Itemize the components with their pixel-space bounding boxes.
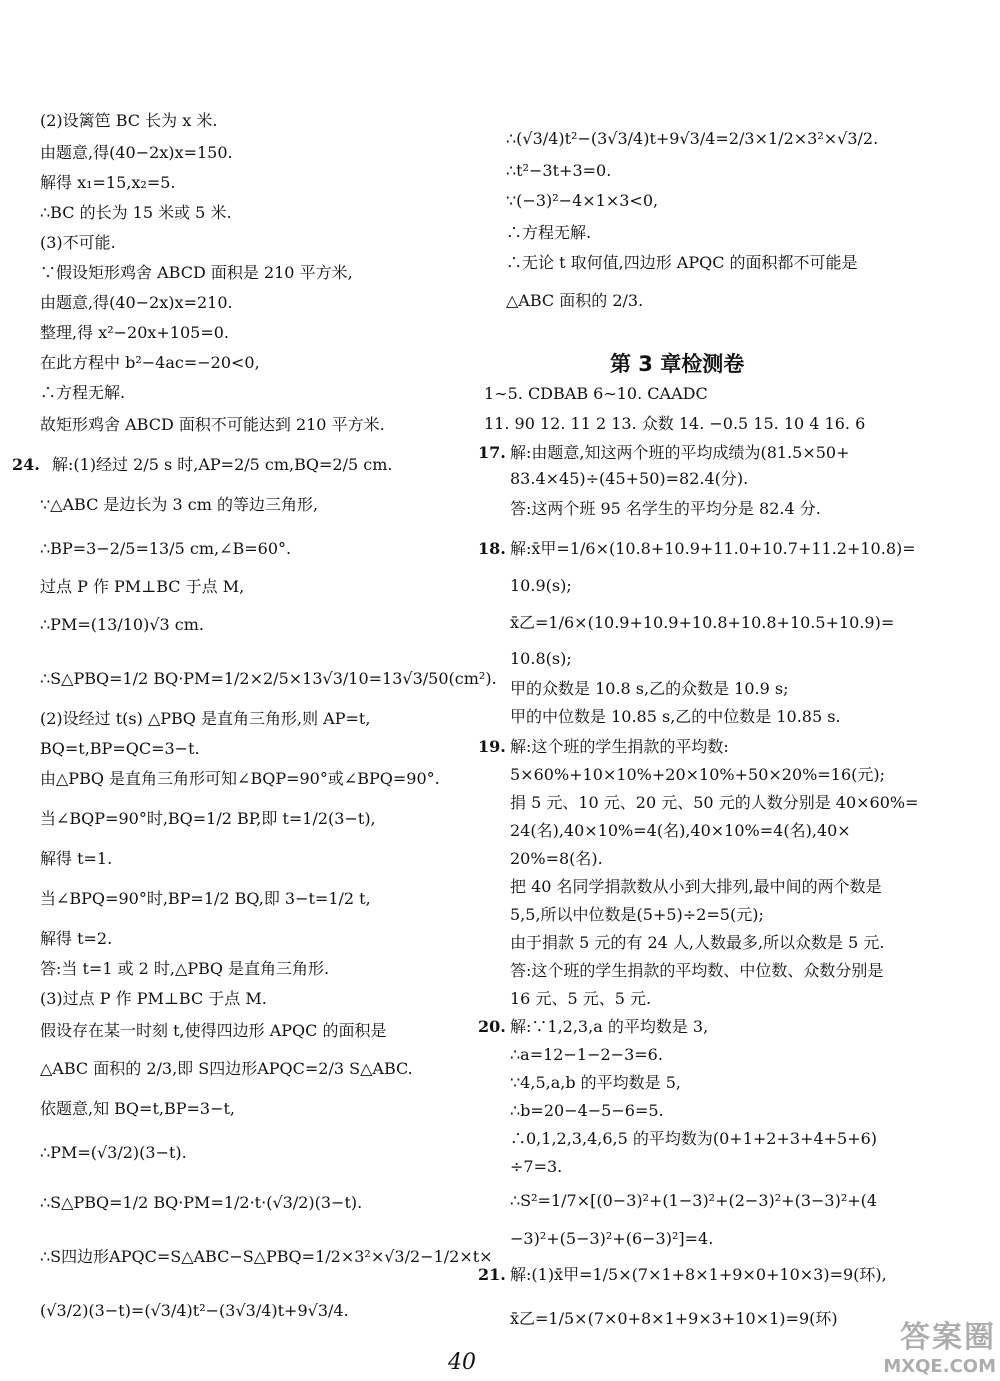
solution-line: 解得 t=2. (40, 929, 113, 948)
solution-line: 由于捐款 5 元的有 24 人,人数最多,所以众数是 5 元. (510, 933, 885, 952)
watermark-bottom: MXQE.COM (883, 1356, 996, 1377)
solution-line: 当∠BPQ=90°时,BP=1/2 BQ,即 3−t=1/2 t, (40, 889, 371, 908)
solution-line: 捐 5 元、10 元、20 元、50 元的人数分别是 40×60%= (510, 793, 919, 812)
question-number: 17. (478, 443, 506, 462)
solution-line: 解:这个班的学生捐款的平均数: (510, 737, 729, 756)
solution-line: 答:当 t=1 或 2 时,△PBQ 是直角三角形. (40, 959, 330, 978)
solution-line: 由题意,得(40−2x)x=150. (40, 143, 233, 162)
solution-line: 当∠BQP=90°时,BQ=1/2 BP,即 t=1/2(3−t), (40, 809, 376, 828)
solution-line: ∴a=12−1−2−3=6. (510, 1045, 663, 1064)
solution-line: 甲的众数是 10.8 s,乙的众数是 10.9 s; (510, 679, 789, 698)
solution-line: ∴BP=3−2/5=13/5 cm,∠B=60°. (40, 539, 292, 558)
solution-line: (3)不可能. (40, 233, 116, 252)
solution-line: 5×60%+10×10%+20×10%+50×20%=16(元); (510, 765, 885, 784)
solution-line: 24(名),40×10%=4(名),40×10%=4(名),40× (510, 821, 851, 840)
solution-line: ∴S△PBQ=1/2 BQ·PM=1/2×2/5×13√3/10=13√3/50(cm²). (40, 669, 497, 688)
solution-line: (2)设经过 t(s) △PBQ 是直角三角形,则 AP=t, (40, 709, 371, 728)
solution-line: ∴S²=1/7×[(0−3)²+(1−3)²+(2−3)²+(3−3)²+(4 (510, 1191, 878, 1210)
solution-line: 16 元、5 元、5 元. (510, 989, 652, 1008)
solution-line: 20%=8(名). (510, 849, 603, 868)
solution-line: 依题意,知 BQ=t,BP=3−t, (40, 1099, 236, 1118)
question-number: 21. (478, 1265, 506, 1284)
solution-line: ∵假设矩形鸡舍 ABCD 面积是 210 平方米, (40, 263, 353, 282)
solution-line: BQ=t,BP=QC=3−t. (40, 739, 200, 758)
solution-line: 1∼5. CDBAB 6∼10. CAADC (484, 384, 708, 403)
solution-line: ∴S△PBQ=1/2 BQ·PM=1/2·t·(√3/2)(3−t). (40, 1193, 363, 1212)
page-number: 40 (448, 1350, 476, 1375)
solution-line: 解:x̄甲=1/6×(10.8+10.9+11.0+10.7+11.2+10.8)= (510, 539, 916, 558)
solution-line: 由题意,得(40−2x)x=210. (40, 293, 233, 312)
solution-line: 过点 P 作 PM⊥BC 于点 M, (40, 577, 245, 596)
solution-line: x̄乙=1/5×(7×0+8×1+9×3+10×1)=9(环) (510, 1309, 838, 1328)
solution-line: ∵(−3)²−4×1×3<0, (506, 191, 659, 210)
question-number: 18. (478, 539, 506, 558)
solution-line: 解:(1)x̄甲=1/5×(7×1+8×1+9×0+10×3)=9(环), (510, 1265, 887, 1284)
solution-line: 5,5,所以中位数是(5+5)÷2=5(元); (510, 905, 764, 924)
watermark-logo (883, 1312, 996, 1377)
solution-line: 11. 90 12. 11 2 13. 众数 14. −0.5 15. 10 4 16. 6 (484, 414, 866, 433)
solution-line: 10.8(s); (510, 649, 572, 668)
solution-line: ∴0,1,2,3,4,6,5 的平均数为(0+1+2+3+4+5+6) (510, 1129, 878, 1148)
solution-line: 故矩形鸡舍 ABCD 面积不可能达到 210 平方米. (40, 415, 385, 434)
solution-line: ∴S四边形APQC=S△ABC−S△PBQ=1/2×3²×√3/2−1/2×t× (40, 1247, 493, 1266)
solution-line: 10.9(s); (510, 576, 572, 595)
section-title: 第 3 章检测卷 (610, 352, 745, 376)
solution-line: △ABC 面积的 2/3. (506, 291, 644, 310)
solution-line: 解:∵1,2,3,a 的平均数是 3, (510, 1017, 709, 1036)
solution-line: △ABC 面积的 2/3,即 S四边形APQC=2/3 S△ABC. (40, 1059, 413, 1078)
solution-line: (2)设篱笆 BC 长为 x 米. (40, 111, 218, 130)
solution-line: (√3/2)(3−t)=(√3/4)t²−(3√3/4)t+9√3/4. (40, 1301, 349, 1320)
solution-line: ∴PM=(13/10)√3 cm. (40, 615, 205, 634)
solution-line: ∴PM=(√3/2)(3−t). (40, 1143, 187, 1162)
solution-line: ∴方程无解. (506, 223, 592, 242)
solution-line: 整理,得 x²−20x+105=0. (40, 323, 230, 342)
solution-line: 解:(1)经过 2/5 s 时,AP=2/5 cm,BQ=2/5 cm. (52, 455, 393, 474)
solution-line: (3)过点 P 作 PM⊥BC 于点 M. (40, 989, 267, 1008)
solution-line: −3)²+(5−3)²+(6−3)²]=4. (510, 1229, 714, 1248)
solution-line: 解得 x₁=15,x₂=5. (40, 173, 176, 192)
solution-line: ∵△ABC 是边长为 3 cm 的等边三角形, (40, 495, 319, 514)
solution-line: ∴方程无解. (40, 383, 126, 402)
solution-line: 假设存在某一时刻 t,使得四边形 APQC 的面积是 (40, 1021, 387, 1040)
solution-line: x̄乙=1/6×(10.9+10.9+10.8+10.8+10.5+10.9)= (510, 613, 895, 632)
solution-line: 答:这个班的学生捐款的平均数、中位数、众数分别是 (510, 961, 884, 980)
question-number: 20. (478, 1017, 506, 1036)
solution-line: 83.4×45)÷(45+50)=82.4(分). (510, 469, 749, 488)
solution-line: ÷7=3. (510, 1157, 563, 1176)
solution-line: ∴(√3/4)t²−(3√3/4)t+9√3/4=2/3×1/2×3²×√3/2. (506, 129, 879, 148)
watermark-top: 答案圈 (900, 1320, 996, 1355)
solution-line: ∴t²−3t+3=0. (506, 161, 612, 180)
solution-line: 解得 t=1. (40, 849, 113, 868)
solution-line: 由△PBQ 是直角三角形可知∠BQP=90°或∠BPQ=90°. (40, 769, 440, 788)
solution-line: ∴无论 t 取何值,四边形 APQC 的面积都不可能是 (506, 253, 858, 272)
question-number: 24. (12, 455, 40, 474)
solution-line: ∵4,5,a,b 的平均数是 5, (510, 1073, 682, 1092)
solution-line: ∴BC 的长为 15 米或 5 米. (40, 203, 232, 222)
solution-line: 在此方程中 b²−4ac=−20<0, (40, 353, 260, 372)
solution-line: 甲的中位数是 10.85 s,乙的中位数是 10.85 s. (510, 707, 841, 726)
solution-line: 把 40 名同学捐款数从小到大排列,最中间的两个数是 (510, 877, 882, 896)
solution-line: ∴b=20−4−5−6=5. (510, 1101, 664, 1120)
solution-line: 答:这两个班 95 名学生的平均分是 82.4 分. (510, 499, 821, 518)
question-number: 19. (478, 737, 506, 756)
solution-line: 解:由题意,知这两个班的平均成绩为(81.5×50+ (510, 443, 850, 462)
